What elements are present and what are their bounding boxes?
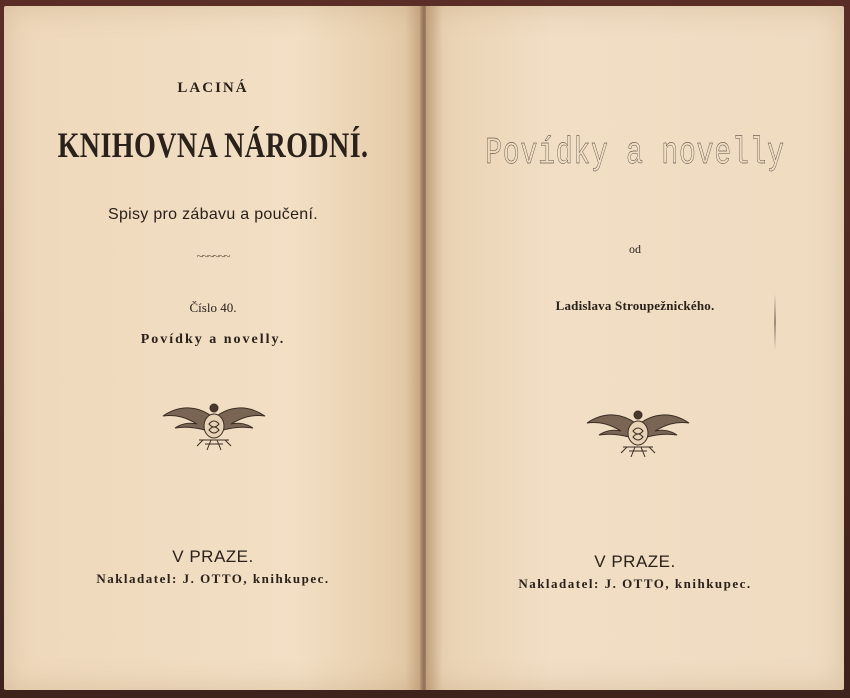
series-subtitle: Spisy pro zábavu a poučení. — [107, 206, 318, 223]
right-page — [426, 6, 844, 690]
publisher-line: Nakladatel: J. OTTO, knihkupec. — [96, 571, 330, 586]
eagle-emblem-icon — [159, 396, 269, 454]
author-name: Ladislava Stroupežnického. — [555, 298, 715, 313]
publication-city: V PRAZE. — [172, 547, 254, 566]
volume-number: Číslo 40. — [189, 300, 237, 315]
book-title: Povídky a novelly — [485, 132, 785, 175]
left-page — [4, 6, 422, 690]
author-by: od — [629, 242, 641, 256]
eagle-emblem-icon — [583, 403, 693, 461]
library-name: KNIHOVNA NÁRODNÍ. — [57, 125, 369, 165]
pencil-mark — [774, 294, 776, 350]
series-name: LACINÁ — [177, 80, 249, 96]
ornament-divider: ~~~~~~ — [196, 249, 230, 263]
publication-city: V PRAZE. — [594, 552, 676, 571]
volume-title: Povídky a novelly. — [140, 332, 286, 347]
publisher-line: Nakladatel: J. OTTO, knihkupec. — [518, 576, 752, 591]
